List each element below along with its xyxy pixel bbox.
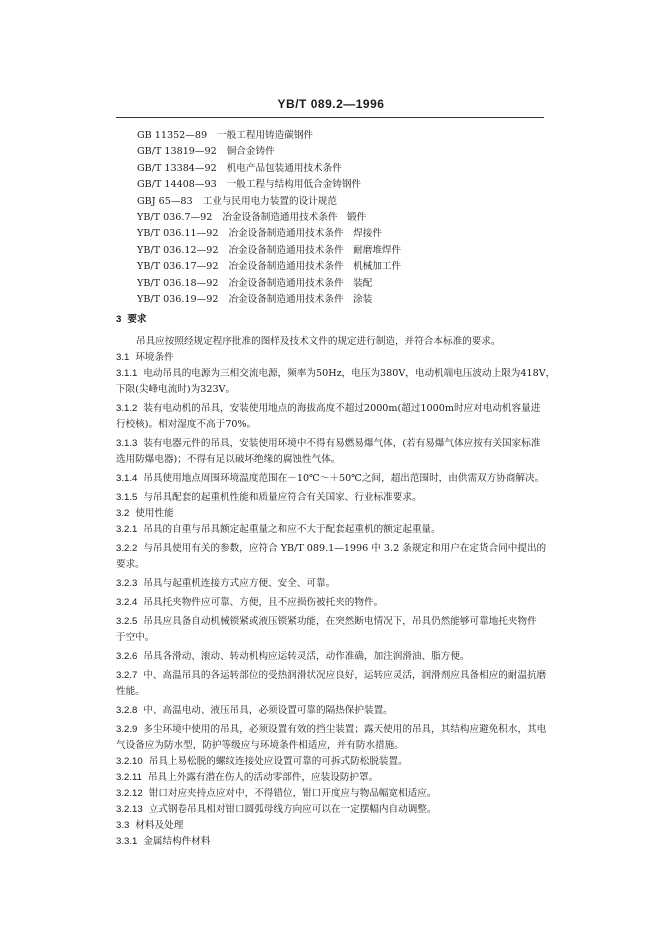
reference-code: GB/T 13384—92	[137, 162, 217, 174]
clause-3-2-9-cont: 气设备应为防水型，防护等级应与环境条件相适应，并有防水措施。	[116, 740, 404, 751]
clause-3-2-9: 3.2.9 多尘环境中使用的吊具，必须设置有效的挡尘装置；露天使用的吊具，其结构应避免积水，其电	[116, 724, 547, 735]
section-3-intro: 吊具应按照经规定程序批准的图样及技术文件的规定进行制造，并符合本标准的要求。	[136, 336, 501, 347]
reference-item	[137, 276, 557, 292]
standard-header: YB/T 089.2—1996	[277, 97, 385, 111]
reference-item	[137, 210, 557, 226]
reference-title: 铜合金铸件	[226, 146, 275, 158]
reference-item	[137, 292, 557, 308]
clause-3-2-10: 3.2.10 吊具上易松脱的螺纹连接处应设置可靠的可拆式防松脱装置。	[116, 756, 408, 767]
section-3-1-heading: 3.1 环境条件	[116, 352, 174, 363]
clause-3-1-1-cont: 下限(尖峰电流时)为323V。	[116, 384, 236, 395]
clause-3-2-12: 3.2.12 钳口对应夹持点应对中，不得错位，钳口开度应与物品幅宽相适应。	[116, 788, 437, 799]
clause-3-3-1: 3.3.1 金属结构件材料	[116, 836, 211, 847]
reference-title: 冶金设备制造通用技术条件 焊接件	[228, 228, 382, 240]
section-3-3-heading: 3.3 材料及处理	[116, 820, 184, 831]
reference-code: GB/T 13819—92	[137, 146, 217, 158]
reference-item	[137, 226, 557, 242]
section-3-heading: 3 要求	[116, 314, 147, 325]
reference-title: 冶金设备制造通用技术条件 耐磨堆焊件	[228, 244, 402, 256]
reference-title: 冶金设备制造通用技术条件 锻件	[222, 211, 367, 223]
reference-title: 冶金设备制造通用技术条件 机械加工件	[228, 261, 402, 273]
requirements-body	[116, 312, 556, 850]
reference-code: GBJ 65—83	[137, 195, 193, 207]
reference-code: GB/T 14408—93	[137, 179, 217, 191]
clause-3-2-8: 3.2.8 中、高温电动、液压吊具，必须设置可靠的隔热保护装置。	[116, 705, 393, 716]
clause-3-2-2-cont: 要求。	[116, 559, 145, 570]
clause-3-2-6: 3.2.6 吊具各滑动、滚动、转动机构应运转灵活，动作准确，加注润滑油、脂方便。	[116, 651, 470, 662]
clause-3-2-13: 3.2.13 立式钢卷吊具相对钳口圆弧母线方向应可以在一定摆幅内自动调整。	[116, 804, 437, 815]
reference-item	[137, 259, 557, 275]
header-rule	[116, 117, 544, 118]
reference-code: YB/T 036.17—92	[137, 261, 219, 273]
reference-title: 一般工程与结构用低合金铸钢件	[226, 179, 362, 191]
clause-3-2-4: 3.2.4 吊具托夹物件应可靠、方便，且不应损伤被托夹的物件。	[116, 597, 384, 608]
clause-3-2-3: 3.2.3 吊具与起重机连接方式应方便、安全、可靠。	[116, 578, 336, 589]
clause-3-2-11: 3.2.11 吊具上外露有潜在伤人的活动零部件，应装设防护罩。	[116, 772, 379, 783]
clause-3-1-4: 3.1.4 吊具使用地点周围环境温度范围在－10℃～＋50℃之间，超出范围时，由供需双方协商解决。	[116, 473, 545, 484]
clause-3-2-2: 3.2.2 与吊具使用有关的参数，应符合 YB/T 089.1—1996 中 3.2 条规定和用户在定货合同中提出的	[116, 543, 547, 554]
clause-3-1-1: 3.1.1 电动吊具的电源为三相交流电源，频率为50Hz，电压为380V，电动机端电压波动上限为418V，	[116, 368, 556, 379]
section-3-2-heading: 3.2 使用性能	[116, 508, 174, 519]
clause-3-2-7-cont: 性能。	[116, 686, 145, 697]
reference-code: YB/T 036.12—92	[137, 244, 219, 256]
reference-title: 工业与民用电力装置的设计规范	[202, 195, 337, 207]
clause-3-1-5: 3.1.5 与吊具配套的起重机性能和质量应符合有关国家、行业标准要求。	[116, 492, 422, 503]
reference-item	[137, 194, 557, 210]
reference-code: YB/T 036.18—92	[137, 277, 219, 289]
reference-title: 冶金设备制造通用技术条件 涂装	[228, 293, 373, 305]
reference-list	[137, 128, 557, 308]
clause-3-1-3-cont: 选用防爆电器)；不得有足以破坏绝缘的腐蚀性气体。	[116, 454, 341, 465]
reference-item	[137, 128, 557, 144]
reference-title: 冶金设备制造通用技术条件 装配	[228, 277, 373, 289]
clause-3-1-2-cont: 行校核)。相对湿度不高于70%。	[116, 419, 257, 430]
reference-item	[137, 144, 557, 160]
reference-code: YB/T 036.7—92	[137, 211, 213, 223]
clause-3-2-1: 3.2.1 吊具的自重与吊具额定起重量之和应不大于配套起重机的额定起重量。	[116, 524, 441, 535]
reference-code: GB 11352—89	[137, 130, 208, 141]
reference-code: YB/T 036.11—92	[137, 228, 219, 240]
reference-code: YB/T 036.19—92	[137, 293, 219, 305]
reference-item	[137, 243, 557, 259]
reference-title: 一般工程用铸造碳钢件	[217, 130, 314, 141]
reference-item	[137, 177, 557, 193]
reference-item	[137, 161, 557, 177]
clause-3-1-3: 3.1.3 装有电器元件的吊具，安装使用环境中不得有易燃易爆气体，(若有易爆气体应按有关国家标准	[116, 438, 541, 449]
clause-3-2-5: 3.2.5 吊具应具备自动机械锁紧或液压锁紧功能，在突然断电情况下，吊具仍然能够可靠地托夹物件	[116, 616, 537, 627]
reference-title: 机电产品包装通用技术条件	[226, 162, 342, 174]
clause-3-2-7: 3.2.7 中、高温吊具的各运转部位的受热润滑状况应良好，运转应灵活，润滑剂应具备相应的耐温抗磨	[116, 670, 547, 681]
clause-3-1-2: 3.1.2 装有电动机的吊具，安装使用地点的海拔高度不超过2000m(超过1000m时应对电动机容量进	[116, 403, 541, 414]
clause-3-2-5-cont: 于空中。	[116, 632, 155, 643]
